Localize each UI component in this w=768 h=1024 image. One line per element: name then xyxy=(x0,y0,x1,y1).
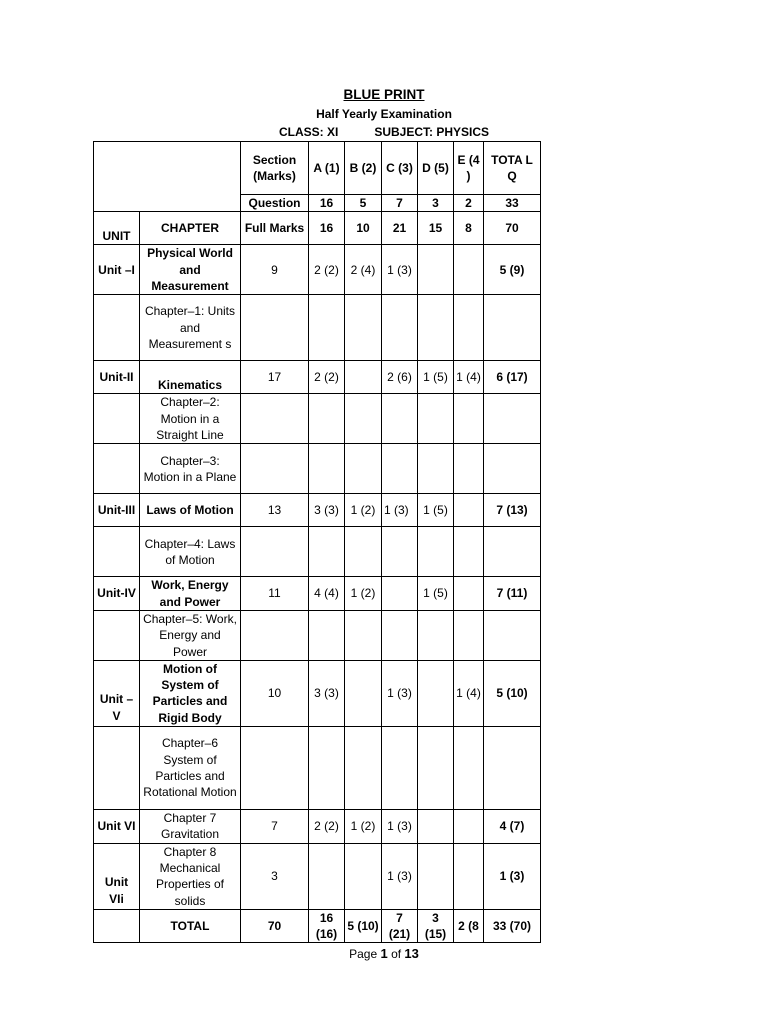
section-c-cell: 1 (3) xyxy=(382,810,418,844)
total-c-cell: 7 (21) xyxy=(382,909,418,943)
unit-cell xyxy=(94,394,140,444)
section-marks-header: Section (Marks) xyxy=(241,142,309,195)
total-d-cell: 3 (15) xyxy=(418,909,454,943)
section-b-cell: 2 (4) xyxy=(345,245,382,295)
question-total: 33 xyxy=(484,195,541,212)
chapter-cell: Kinematics xyxy=(140,361,241,394)
class-subject-line xyxy=(0,125,768,139)
full-marks-row xyxy=(94,212,541,245)
chapter-cell: Chapter–1: Units and Measurement s xyxy=(140,295,241,361)
total-e-cell: 2 (8 xyxy=(454,909,484,943)
table-row xyxy=(94,660,541,726)
unit-header: UNIT xyxy=(94,212,140,245)
unit-cell: Unit-III xyxy=(94,494,140,527)
section-a-cell: 2 (2) xyxy=(309,245,345,295)
question-b: 5 xyxy=(345,195,382,212)
chapter-cell: Chapter–2: Motion in a Straight Line xyxy=(140,394,241,444)
section-b-cell: 1 (2) xyxy=(345,810,382,844)
section-d-cell: 1 (5) xyxy=(418,494,454,527)
total-cell: 7 (11) xyxy=(484,577,541,611)
table-row xyxy=(94,810,541,844)
unit-cell xyxy=(94,610,140,660)
chapter-cell: Work, Energy and Power xyxy=(140,577,241,611)
total-cell: 5 (9) xyxy=(484,245,541,295)
blueprint-table xyxy=(93,141,541,943)
section-d-cell xyxy=(418,843,454,909)
section-a-cell: 3 (3) xyxy=(309,494,345,527)
chapter-header: CHAPTER xyxy=(140,212,241,245)
total-cell: 6 (17) xyxy=(484,361,541,394)
class-label: CLASS: XI xyxy=(278,125,339,139)
chapter-cell: Chapter 7 Gravitation xyxy=(140,810,241,844)
total-cell: 7 (13) xyxy=(484,494,541,527)
table-row xyxy=(94,361,541,394)
section-c-cell: 1 (3) xyxy=(382,245,418,295)
section-c-header: C (3) xyxy=(382,142,418,195)
section-b-header: B (2) xyxy=(345,142,382,195)
total-cell: 4 (7) xyxy=(484,810,541,844)
of-word: of xyxy=(391,947,402,961)
table-row xyxy=(94,577,541,611)
table-row xyxy=(94,394,541,444)
full-marks-total: 70 xyxy=(484,212,541,245)
section-e-cell xyxy=(454,843,484,909)
total-cell: 1 (3) xyxy=(484,843,541,909)
section-e-cell xyxy=(454,245,484,295)
section-a-cell: 3 (3) xyxy=(309,660,345,726)
section-e-cell: 1 (4) xyxy=(454,660,484,726)
full-marks-d: 15 xyxy=(418,212,454,245)
marks-cell: 11 xyxy=(241,577,309,611)
unit-cell xyxy=(94,727,140,810)
marks-cell: 3 xyxy=(241,843,309,909)
page-number xyxy=(0,946,768,961)
grand-total-cell: 33 (70) xyxy=(484,909,541,943)
unit-cell: Unit-IV xyxy=(94,577,140,611)
section-b-cell: 1 (2) xyxy=(345,577,382,611)
section-d-cell: 1 (5) xyxy=(418,361,454,394)
total-row xyxy=(94,909,541,943)
marks-cell: 10 xyxy=(241,660,309,726)
unit-cell: Unit –I xyxy=(94,245,140,295)
unit-cell: Unit –V xyxy=(94,660,140,726)
question-label: Question xyxy=(241,195,309,212)
section-c-cell: 2 (6) xyxy=(382,361,418,394)
chapter-cell: Laws of Motion xyxy=(140,494,241,527)
unit-cell: Unit VI xyxy=(94,810,140,844)
chapter-cell: Motion of System of Particles and Rigid Body xyxy=(140,660,241,726)
section-a-cell xyxy=(309,843,345,909)
total-pages: 13 xyxy=(404,946,419,961)
question-e: 2 xyxy=(454,195,484,212)
table-row xyxy=(94,843,541,909)
chapter-cell: Physical World and Measurement xyxy=(140,245,241,295)
section-e-cell xyxy=(454,577,484,611)
section-c-cell: 1 (3) xyxy=(382,660,418,726)
question-d: 3 xyxy=(418,195,454,212)
page-word: Page xyxy=(349,947,378,961)
full-marks-b: 10 xyxy=(345,212,382,245)
marks-cell: 17 xyxy=(241,361,309,394)
unit-cell xyxy=(94,295,140,361)
total-cell: 5 (10) xyxy=(484,660,541,726)
section-a-cell: 2 (2) xyxy=(309,810,345,844)
section-a-header: A (1) xyxy=(309,142,345,195)
unit-cell xyxy=(94,527,140,577)
full-marks-label: Full Marks xyxy=(241,212,309,245)
chapter-cell: Chapter–5: Work, Energy and Power xyxy=(140,610,241,660)
exam-subtitle: Half Yearly Examination xyxy=(316,107,452,121)
subject-label: SUBJECT: PHYSICS xyxy=(374,125,490,139)
section-c-cell: 1 (3) xyxy=(382,843,418,909)
section-d-cell xyxy=(418,245,454,295)
full-marks-e: 8 xyxy=(454,212,484,245)
marks-cell: 9 xyxy=(241,245,309,295)
table-row xyxy=(94,245,541,295)
marks-cell: 13 xyxy=(241,494,309,527)
question-c: 7 xyxy=(382,195,418,212)
table-row xyxy=(94,727,541,810)
total-label: TOTAL xyxy=(140,909,241,943)
section-c-cell: 1 (3) xyxy=(382,494,418,527)
question-a: 16 xyxy=(309,195,345,212)
unit-cell: Unit VIi xyxy=(94,843,140,909)
section-e-cell xyxy=(454,810,484,844)
section-a-cell: 2 (2) xyxy=(309,361,345,394)
unit-cell: Unit-II xyxy=(94,361,140,394)
section-d-cell xyxy=(418,810,454,844)
total-b-cell: 5 (10) xyxy=(345,909,382,943)
section-c-cell xyxy=(382,577,418,611)
marks-cell: 7 xyxy=(241,810,309,844)
table-row xyxy=(94,527,541,577)
table-row xyxy=(94,295,541,361)
header-row xyxy=(94,142,541,195)
table-row xyxy=(94,610,541,660)
table-row xyxy=(94,494,541,527)
full-marks-a: 16 xyxy=(309,212,345,245)
section-b-cell xyxy=(345,660,382,726)
header-blank-cell xyxy=(94,142,241,212)
section-d-header: D (5) xyxy=(418,142,454,195)
section-e-cell: 1 (4) xyxy=(454,361,484,394)
chapter-cell: Chapter 8 Mechanical Properties of solids xyxy=(140,843,241,909)
section-e-header: E (4 ) xyxy=(454,142,484,195)
section-b-cell xyxy=(345,361,382,394)
total-marks-cell: 70 xyxy=(241,909,309,943)
total-a-cell: 16 (16) xyxy=(309,909,345,943)
total-header: TOTA L Q xyxy=(484,142,541,195)
current-page: 1 xyxy=(380,946,388,961)
section-d-cell xyxy=(418,660,454,726)
unit-cell xyxy=(94,444,140,494)
section-a-cell: 4 (4) xyxy=(309,577,345,611)
chapter-cell: Chapter–4: Laws of Motion xyxy=(140,527,241,577)
section-b-cell xyxy=(345,843,382,909)
section-b-cell: 1 (2) xyxy=(345,494,382,527)
section-e-cell xyxy=(454,494,484,527)
chapter-cell: Chapter–3: Motion in a Plane xyxy=(140,444,241,494)
chapter-cell: Chapter–6 System of Particles and Rotational Motion xyxy=(140,727,241,810)
full-marks-c: 21 xyxy=(382,212,418,245)
section-d-cell: 1 (5) xyxy=(418,577,454,611)
table-row xyxy=(94,444,541,494)
document-title: BLUE PRINT xyxy=(343,87,425,102)
